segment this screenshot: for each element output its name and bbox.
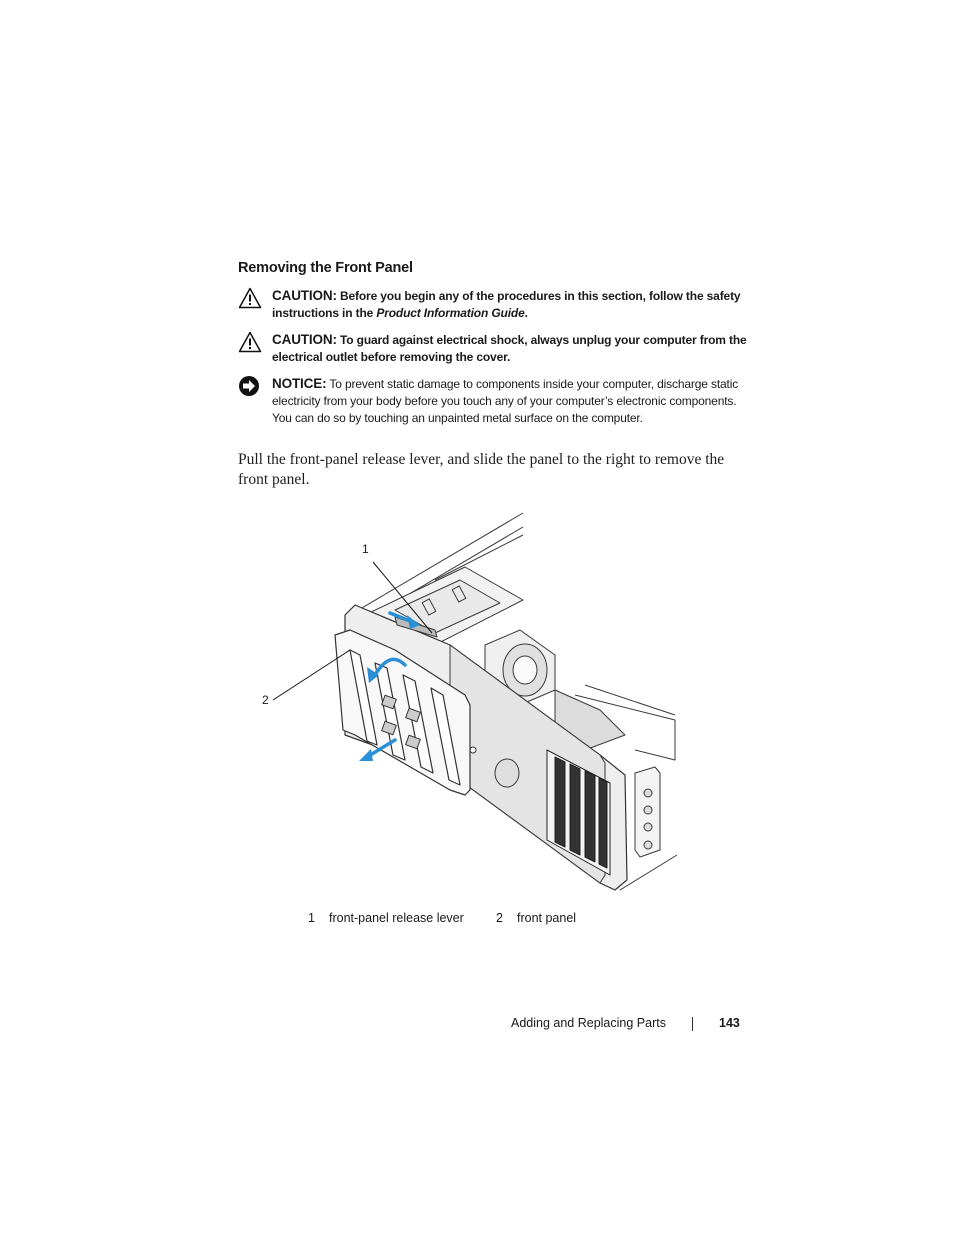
legend-label: front-panel release lever — [329, 911, 464, 925]
legend-label: front panel — [517, 911, 577, 925]
section-heading: Removing the Front Panel — [238, 260, 413, 276]
notice-icon — [238, 375, 260, 397]
caution-text-end: . — [524, 306, 528, 320]
footer-separator — [692, 1017, 693, 1031]
notice-text: To prevent static damage to components inside your computer, discharge static electricity from your body before you touch any of your computer’s electronic components. You can do so by touching an unpainted metal surface on the computer. — [272, 377, 739, 425]
footer-section-title: Adding and Replacing Parts — [511, 1016, 666, 1030]
page-number: 143 — [719, 1016, 740, 1030]
front-panel-illustration — [255, 505, 695, 895]
body-paragraph: Pull the front-panel release lever, and slide the panel to the right to remove the front panel. — [238, 451, 725, 488]
caution-block — [238, 287, 748, 322]
caution-text: To guard against electrical shock, always unplug your computer from the electrical outlet before removing the cover. — [272, 333, 747, 364]
callout-1: 1 — [362, 542, 369, 556]
caution-label: CAUTION: — [272, 332, 337, 347]
notice-block — [238, 375, 748, 427]
legend-number: 2 — [496, 911, 503, 925]
caution-label: CAUTION: — [272, 288, 337, 303]
legend-number: 1 — [308, 911, 315, 925]
caution-icon — [238, 331, 262, 353]
callout-2: 2 — [262, 693, 269, 707]
caution-icon — [238, 287, 262, 309]
caution-italic-text: Product Information Guide — [376, 306, 525, 320]
caution-text: Before you begin any of the procedures in this section, follow the safety instructions in the — [272, 289, 741, 320]
caution-block — [238, 331, 748, 366]
notice-label: NOTICE: — [272, 376, 327, 391]
